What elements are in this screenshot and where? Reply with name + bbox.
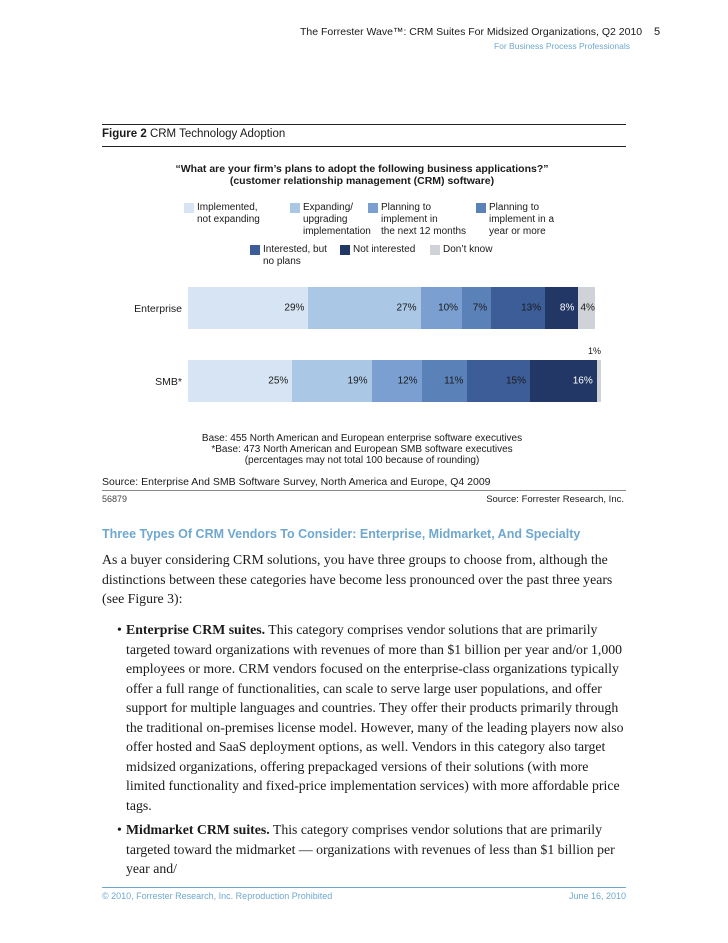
segment-label: 4% [580, 302, 595, 314]
bar-segment [292, 360, 371, 402]
legend-swatch [340, 245, 350, 255]
segment-label: 16% [572, 375, 593, 387]
stacked-bar-smb [188, 360, 601, 402]
survey-question: “What are your firm’s plans to adopt the following business applications?” [175, 163, 549, 175]
legend-swatch [250, 245, 260, 255]
base-note-1: Base: 455 North American and European enterprise software executives [201, 433, 523, 444]
bar-segment [578, 287, 595, 329]
legend-swatch [290, 203, 300, 213]
footer-copyright: © 2010, Forrester Research, Inc. Reproduction Prohibited [102, 891, 333, 901]
figure-title-text: CRM Technology Adoption [149, 128, 286, 140]
row-label-smb: SMB* [155, 376, 182, 388]
bar-segment [545, 287, 578, 329]
bar-segment [462, 287, 491, 329]
legend-label: Expanding/ upgrading implementation [303, 202, 371, 237]
intro-paragraph: As a buyer considering CRM solutions, you have three groups to choose from, although the distinctions between these categories have become less pronounced over the past three years (see Figure 3): [102, 552, 613, 606]
legend-label: Interested, but no plans [263, 244, 327, 267]
figure-credit: Source: Forrester Research, Inc. [486, 494, 624, 505]
base-note-3: (percentages may not total 100 because of rounding) [244, 455, 480, 466]
figure-top-rule [102, 124, 626, 125]
legend-label: Don’t know [443, 244, 493, 255]
base-note-2: *Base: 473 North American and European SMB software executives [211, 444, 513, 455]
legend-swatch [184, 203, 194, 213]
legend-swatch [368, 203, 378, 213]
legend-item [184, 202, 260, 226]
legend-item [476, 202, 554, 238]
bar-segment [422, 360, 468, 402]
stacked-bar-enterprise [188, 287, 595, 329]
legend-label: Implemented, not expanding [197, 202, 260, 225]
legend-item [340, 244, 415, 256]
bar-segment [421, 287, 463, 329]
figure-number: 56879 [102, 494, 128, 504]
segment-label: 25% [268, 375, 289, 387]
document-subtitle: For Business Process Professionals [493, 41, 630, 51]
segment-label: 15% [506, 375, 527, 387]
page-number: 5 [654, 26, 661, 38]
legend-item [368, 202, 466, 238]
legend-label: Planning to implement in a year or more [489, 202, 555, 237]
extra-percent-label: 1% [588, 346, 602, 356]
segment-label: 7% [472, 302, 488, 314]
legend-label: Not interested [353, 244, 416, 255]
survey-question-sub: (customer relationship management (CRM) software) [229, 175, 495, 187]
segment-label: 8% [559, 302, 575, 314]
bullet-enterprise [117, 620, 627, 815]
bar-segment [530, 360, 597, 402]
bar-segment [491, 287, 545, 329]
row-label-enterprise: Enterprise [134, 303, 182, 315]
segment-label: 13% [521, 302, 542, 314]
bullet-midmarket-lead: Midmarket CRM suites. [126, 822, 270, 837]
bar-segment [372, 360, 422, 402]
footer-rule [102, 887, 626, 888]
segment-label: 29% [284, 302, 305, 314]
legend-swatch [476, 203, 486, 213]
segment-label: 27% [396, 302, 417, 314]
legend-swatch [430, 245, 440, 255]
bullet-enterprise-text: This category comprises vendor solutions that are primarily targeted toward organizations with revenues of more than $1 billion per year and/or 1,000 employees or more. CRM vendors focused on the enterprise-class organizations typically offer a full range of functionalities, can scale to serve large user populations, and offer support for multiple languages and countries. They offer their products primarily through the traditional on-premises license model. However, many of the leading players now also offer hosted and SaaS deployment options, as well. Vendors in this category also target midsized organizations, offering prepackaged versions of their solutions (with more limited functionality and fixed-price implementation services) with more affordable price tags. [126, 622, 624, 813]
bullet-enterprise-lead: Enterprise CRM suites. [126, 622, 266, 637]
bar-segment [308, 287, 420, 329]
bar-segment [188, 360, 292, 402]
bullet-midmarket [117, 820, 627, 879]
segment-label: 11% [444, 375, 464, 387]
legend-item [290, 202, 371, 238]
segment-label: 19% [347, 375, 368, 387]
figure-title-rule [102, 146, 626, 147]
bullet-midmarket-text: This category comprises vendor solutions that are primarily targeted toward the midmarket — organizations with revenues of less than $1 billion per year and/ [126, 822, 615, 876]
bar-segment [597, 360, 601, 402]
source-rule [102, 490, 626, 491]
legend-item [430, 244, 492, 256]
figure-label: Figure 2 [102, 128, 147, 140]
segment-label: 12% [397, 375, 418, 387]
section-heading: Three Types Of CRM Vendors To Consider: Enterprise, Midmarket, And Specialty [102, 527, 581, 541]
bullet-icon: • [117, 622, 122, 637]
footer-date: June 16, 2010 [568, 891, 626, 901]
legend-label: Planning to implement in the next 12 months [381, 202, 467, 237]
legend-item [250, 244, 327, 268]
bar-segment [467, 360, 530, 402]
bullet-icon: • [117, 822, 122, 837]
segment-label: 10% [438, 302, 459, 314]
bar-segment [188, 287, 308, 329]
survey-source: Source: Enterprise And SMB Software Survey, North America and Europe, Q4 2009 [102, 476, 491, 488]
figure-title [102, 128, 285, 140]
document-title: The Forrester Wave™: CRM Suites For Midsized Organizations, Q2 2010 [300, 26, 643, 38]
